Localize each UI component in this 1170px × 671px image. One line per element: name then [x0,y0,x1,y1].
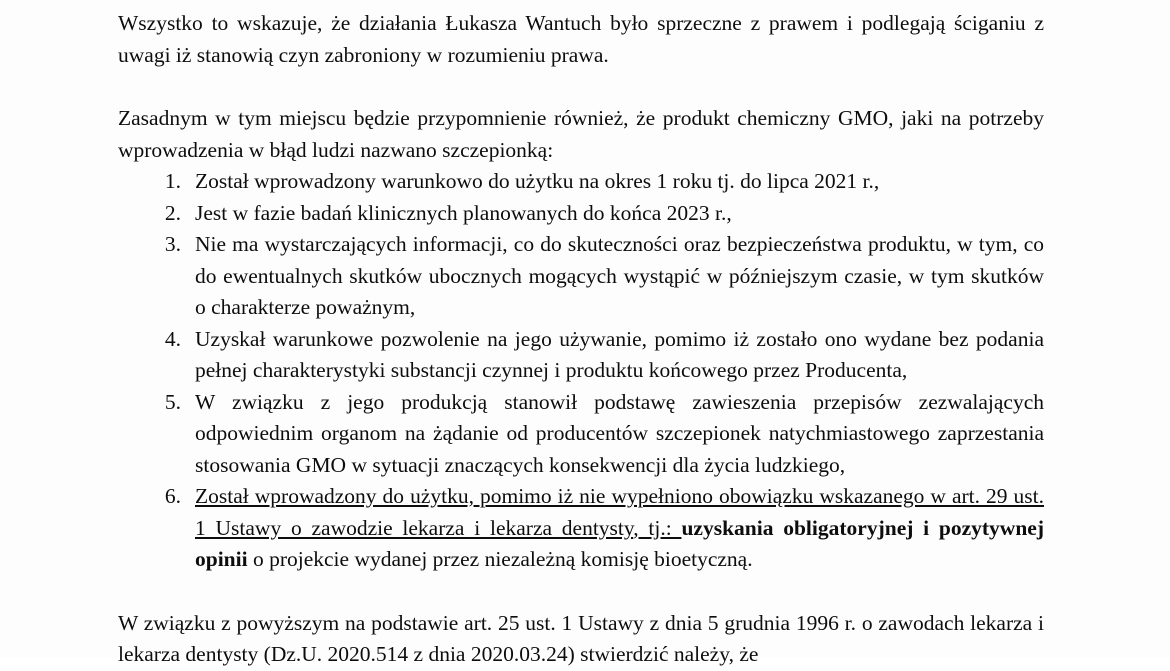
paragraph-intro: Wszystko to wskazuje, że działania Łukasza Wantuch było sprzeczne z prawem i podlegają ściganiu z uwagi iż stanowią czyn zabroniony w rozumieniu prawa. [118,11,1044,67]
list-item-text-composite [195,481,1044,576]
paragraph-spacer [118,71,1044,103]
paragraph-lead-in: Zasadnym w tym miejscu będzie przypomnienie również, że produkt chemiczny GMO, jaki na potrzeby wprowadzenia w błąd ludzi nazwano szczepionką: [118,106,1044,162]
closing-line-1: W związku z powyższym na podstawie art. 25 ust. 1 Ustawy z dnia 5 grudnia 1996 r. o [118,610,873,635]
list-item-text-separator: , tj.: [633,515,682,540]
list-item-text: Jest w fazie badań klinicznych planowanych do końca 2023 r., [195,200,732,225]
list-item-number: 2. [164,200,181,225]
list-item-text: W związku z jego produkcją stanowił podstawę zawieszenia przepisów zezwalających odpowiednim organom na żądanie od producentów szczepionek natychmiastowego zaprzestania stosowania GMO w sytuacji znaczących konsekwencji dla życia ludzkiego, [195,389,1044,477]
list-item-number: 5. [164,389,181,414]
closing-line-2: zawodach lekarza i lekarza dentysty (Dz.U. 2020.514 z dnia 2020.03.24) stwierdzić należy, że [118,610,1044,666]
numbered-list [118,166,1044,576]
list-item [118,229,1044,324]
list-item [118,481,1044,576]
list-item-number: 1. [164,169,181,193]
list-item [118,166,1044,198]
list-item-text: Uzyskał warunkowe pozwolenie na jego używanie, pomimo iż zostało ono wydane bez podania pełnej charakterystyki substancji czynnej i produktu końcowego przez Producenta, [195,326,1044,382]
list-item-number: 6. [164,484,181,508]
list-item [118,387,1044,482]
list-item [118,198,1044,230]
closing-paragraph [118,608,1044,671]
closing-spacer [118,576,1044,608]
list-item-text-bold: uzyskania obligatoryjnej i pozytywnej opinii [195,515,1044,571]
list-item-number: 3. [164,232,181,256]
list-item-text: Został wprowadzony warunkowo do użytku na okres 1 roku tj. do lipca 2021 r., [195,169,880,193]
list-item-text-tail: o projekcie wydanej przez niezależną komisję bioetyczną. [247,547,753,571]
list-item-text: Nie ma wystarczających informacji, co do skuteczności oraz bezpieczeństwa produktu, w tym, co do ewentualnych skutków ubocznych mogących wystąpić w późniejszym czasie, w tym skutków o charakterze poważnym, [195,232,1044,319]
list-item-text-underlined: Został wprowadzony do użytku, pomimo iż nie wypełniono obowiązku wskazanego w art. 29 ust. 1 Ustawy o zawodzie lekarza i lekarza dentysty [195,484,1044,540]
list-item-number: 4. [164,326,181,351]
list-item [118,324,1044,387]
